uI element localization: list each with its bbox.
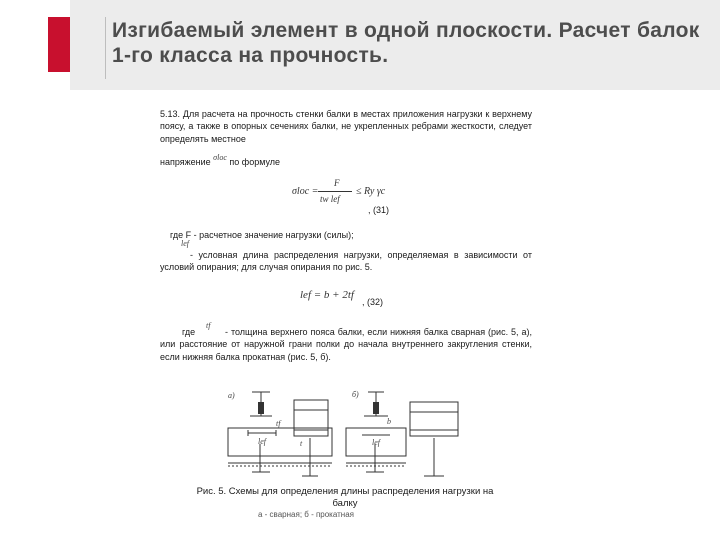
dim-label-lef: lef [258,437,266,446]
tf-definition: - толщина верхнего пояса балки, если нижняя балка сварная (рис. 5, а), или расстояние от наружной грани полки до начала внутреннего закругления стенки, если нижняя балка прокатная (рис. 5, б). [160,327,532,362]
document-text [160,108,532,145]
dim-label-lef-b: lef [372,438,380,447]
formula-31-rhs: ≤ Ry γc [356,186,386,197]
accent-bar [48,17,70,72]
title-divider [105,17,106,79]
formula-31-lhs: σloc = [292,186,319,197]
b-label: b [387,417,391,426]
slide-title: Изгибаемый элемент в одной плоскости. Расчет балок 1-го класса на прочность. [112,19,700,67]
formula-32: lef = b + 2tf [300,289,354,301]
figure-label-a: а) [228,391,235,400]
figure-label-b: б) [352,390,359,399]
lef-symbol: lef [181,239,189,248]
figure-caption: Рис. 5. Схемы для определения длины распределения нагрузки на балку [196,486,494,509]
lef-definition: - условная длина распределения нагрузки, определяемая в зависимости от условий опирания; для случая опирания по рис. 5. [160,250,532,273]
lower-beam-a [228,428,332,456]
web-b [373,402,379,414]
stress-suffix: по формуле [229,157,281,167]
paragraph-5-13: 5.13. Для расчета на прочность стенки балки в местах приложения нагрузки к верхнему поясу, а также в опорных сечениях балки, не укрепленных ребрами жесткости, следует определять местное [160,109,532,144]
equation-number-31: , (31) [368,205,390,215]
equation-number-32: , (32) [362,297,384,307]
stress-line [160,153,281,169]
web-a [258,402,264,414]
t-label: t [300,439,303,448]
formula-31-fraction-bar [318,191,352,192]
tf-symbol: tf [206,321,211,330]
stress-prefix: напряжение [160,157,211,167]
figure-subcaption: а - сварная; б - прокатная [258,510,354,519]
figure-5-diagram [222,388,467,480]
where-f-line: где F - расчетное значение нагрузки (силы); [170,230,354,240]
formula-31-numerator: F [334,178,340,188]
formula-31-denominator: tw lef [320,194,340,204]
stress-symbol: σloc [213,153,227,162]
where-tf-prefix: где [182,327,196,337]
tf-label: tf [276,419,281,428]
